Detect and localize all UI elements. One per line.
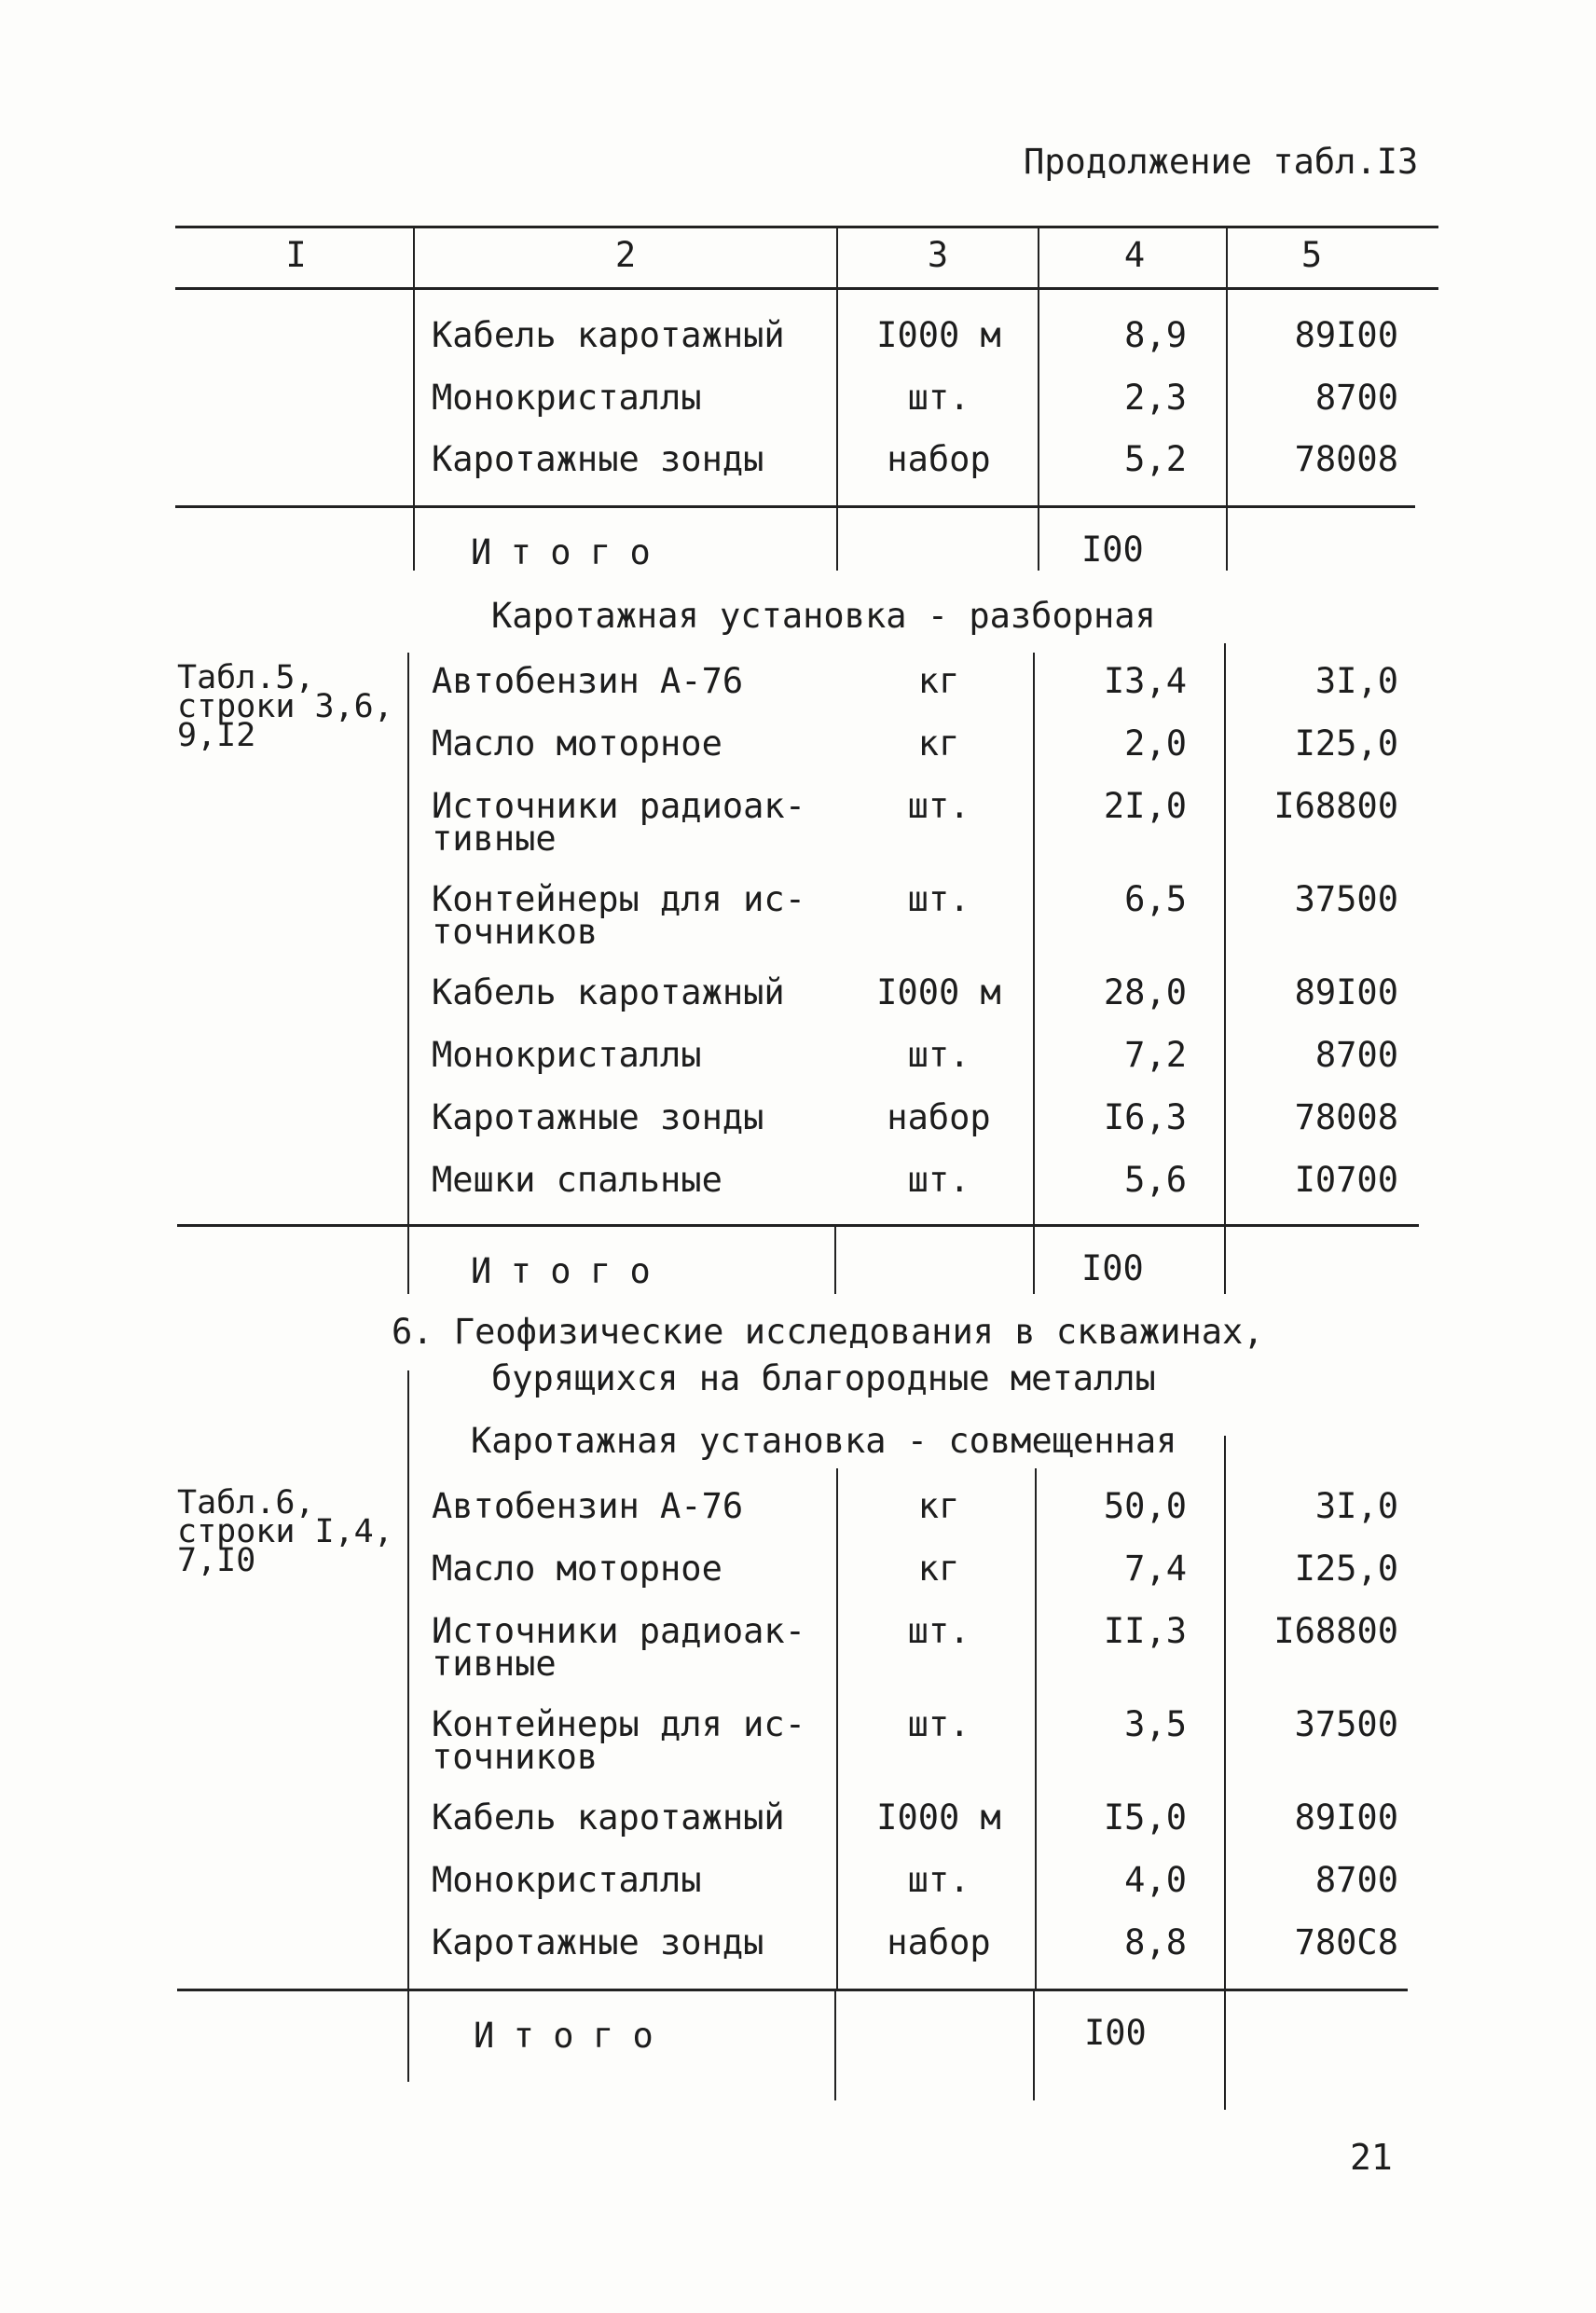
column-rule (834, 1989, 836, 2100)
column-rule (1033, 1224, 1035, 1294)
column-header-5: 5 (1300, 235, 1323, 275)
table-row-price: I25,0 (1294, 1549, 1398, 1589)
column-rule (834, 1224, 836, 1294)
column-rule (1224, 643, 1226, 1224)
column-rule (407, 1989, 409, 2082)
table-row-price: 8700 (1314, 1035, 1398, 1075)
header-bottom-rule (175, 287, 1438, 290)
source-reference: 9,I2 (177, 717, 256, 754)
table-row-share: 8,8 (1124, 1922, 1187, 1962)
table-row-share: I5,0 (1103, 1797, 1187, 1838)
total-label: Итого (471, 1251, 670, 1291)
table-row-name: Масло моторное (432, 1549, 722, 1589)
table-row-price: 89I00 (1294, 972, 1398, 1012)
table-row-name: тивные (432, 819, 557, 859)
table-row-name: Контейнеры для ис- (432, 1704, 805, 1744)
total-value: I00 (1081, 530, 1144, 570)
table-row-price: 89I00 (1294, 1797, 1398, 1838)
table-row-unit: I000 м (876, 972, 1001, 1012)
table-row-price: 89I00 (1294, 315, 1398, 355)
total-value: I00 (1081, 1248, 1144, 1288)
table-row-price: I25,0 (1294, 723, 1398, 764)
table-row-price: I68800 (1273, 1611, 1398, 1651)
table-row-price: 37500 (1294, 1704, 1398, 1744)
table-row-share: 50,0 (1103, 1486, 1187, 1526)
column-header-3: 3 (927, 235, 949, 275)
chapter-heading: 6. Геофизические исследования в скважинах, (392, 1312, 1264, 1352)
table-row-name: Кабель каротажный (432, 315, 785, 355)
table-row-unit: кг (917, 1486, 960, 1526)
total-value: I00 (1084, 2013, 1147, 2053)
table-row-share: 2,0 (1124, 723, 1187, 764)
column-rule (407, 1370, 409, 1989)
page-number: 21 (1350, 2137, 1393, 2178)
table-row-name: точников (432, 1737, 598, 1777)
table-row-price: I68800 (1273, 786, 1398, 826)
column-header-1: I (285, 235, 307, 275)
section-divider (175, 505, 1415, 508)
table-row-share: 6,5 (1124, 879, 1187, 919)
column-rule (836, 505, 838, 571)
table-row-price: 3I,0 (1314, 661, 1398, 701)
source-reference: Табл.6, (177, 1484, 315, 1521)
table-row-name: тивные (432, 1644, 557, 1684)
table-row-unit: набор (887, 1922, 991, 1962)
table-row-name: Кабель каротажный (432, 1797, 785, 1838)
table-row-unit: кг (917, 661, 960, 701)
source-reference: Табл.5, (177, 659, 315, 696)
table-row-unit: шт. (907, 1160, 970, 1200)
table-row-price: 37500 (1294, 879, 1398, 919)
source-reference: строки 3,6, (177, 688, 393, 725)
table-row-price: 8700 (1314, 1860, 1398, 1900)
table-row-unit: кг (917, 1549, 960, 1589)
table-row-unit: шт. (907, 1704, 970, 1744)
table-row-name: Монокристаллы (432, 378, 702, 418)
table-row-price: 780С8 (1294, 1922, 1398, 1962)
column-rule (1226, 226, 1228, 505)
table-top-rule (175, 226, 1438, 228)
table-row-price: 3I,0 (1314, 1486, 1398, 1526)
table-row-share: 5,2 (1124, 439, 1187, 479)
table-row-price: I0700 (1294, 1160, 1398, 1200)
column-rule (1226, 505, 1228, 571)
table-row-name: Каротажные зонды (432, 439, 764, 479)
column-rule (1224, 1989, 1226, 2110)
chapter-heading: бурящихся на благородные металлы (491, 1358, 1156, 1398)
table-row-name: Источники радиоак- (432, 1611, 805, 1651)
table-row-unit: шт. (907, 786, 970, 826)
column-header-4: 4 (1123, 235, 1146, 275)
column-rule (413, 505, 415, 571)
table-row-unit: шт. (907, 1860, 970, 1900)
table-row-name: Каротажные зонды (432, 1922, 764, 1962)
table-row-share: 4,0 (1124, 1860, 1187, 1900)
column-rule (1038, 505, 1039, 571)
section-title: Каротажная установка - разборная (491, 596, 1156, 636)
table-row-name: Масло моторное (432, 723, 722, 764)
column-rule (1224, 1436, 1226, 1989)
column-rule (407, 653, 409, 1224)
table-row-name: Контейнеры для ис- (432, 879, 805, 919)
table-row-unit: кг (917, 723, 960, 764)
column-rule (413, 226, 415, 505)
column-rule (407, 1224, 409, 1294)
table-row-unit: шт. (907, 1611, 970, 1651)
table-row-share: 2I,0 (1103, 786, 1187, 826)
table-row-unit: I000 м (876, 315, 1001, 355)
column-rule (1033, 1989, 1035, 2100)
table-row-unit: набор (887, 1097, 991, 1137)
table-row-price: 78008 (1294, 439, 1398, 479)
source-reference: строки I,4, (177, 1513, 393, 1550)
section-title: Каротажная установка - совмещенная (471, 1421, 1177, 1461)
table-row-unit: набор (887, 439, 991, 479)
total-label: Итого (471, 532, 670, 572)
section-divider (177, 1224, 1419, 1227)
section-divider (177, 1989, 1408, 1991)
table-row-share: I3,4 (1103, 661, 1187, 701)
column-rule (1224, 1224, 1226, 1294)
total-label: Итого (474, 2016, 673, 2056)
table-row-share: 3,5 (1124, 1704, 1187, 1744)
table-row-share: 28,0 (1103, 972, 1187, 1012)
table-row-share: 7,4 (1124, 1549, 1187, 1589)
table-row-unit: шт. (907, 378, 970, 418)
table-row-unit: шт. (907, 879, 970, 919)
table-row-name: точников (432, 912, 598, 952)
table-row-share: 8,9 (1124, 315, 1187, 355)
table-row-name: Источники радиоак- (432, 786, 805, 826)
table-row-name: Монокристаллы (432, 1035, 702, 1075)
table-row-share: II,3 (1103, 1611, 1187, 1651)
table-row-name: Мешки спальные (432, 1160, 722, 1200)
table-row-unit: шт. (907, 1035, 970, 1075)
table-row-price: 8700 (1314, 378, 1398, 418)
table-row-name: Кабель каротажный (432, 972, 785, 1012)
source-reference: 7,I0 (177, 1542, 256, 1579)
table-row-name: Автобензин А-76 (432, 1486, 744, 1526)
table-row-share: 5,6 (1124, 1160, 1187, 1200)
table-row-unit: I000 м (876, 1797, 1001, 1838)
table-row-name: Монокристаллы (432, 1860, 702, 1900)
table-row-name: Автобензин А-76 (432, 661, 744, 701)
table-row-price: 78008 (1294, 1097, 1398, 1137)
table-row-name: Каротажные зонды (432, 1097, 764, 1137)
table-row-share: 2,3 (1124, 378, 1187, 418)
column-header-2: 2 (614, 235, 637, 275)
table-row-share: 7,2 (1124, 1035, 1187, 1075)
table-continuation-title: Продолжение табл.I3 (1024, 142, 1419, 182)
table-row-share: I6,3 (1103, 1097, 1187, 1137)
